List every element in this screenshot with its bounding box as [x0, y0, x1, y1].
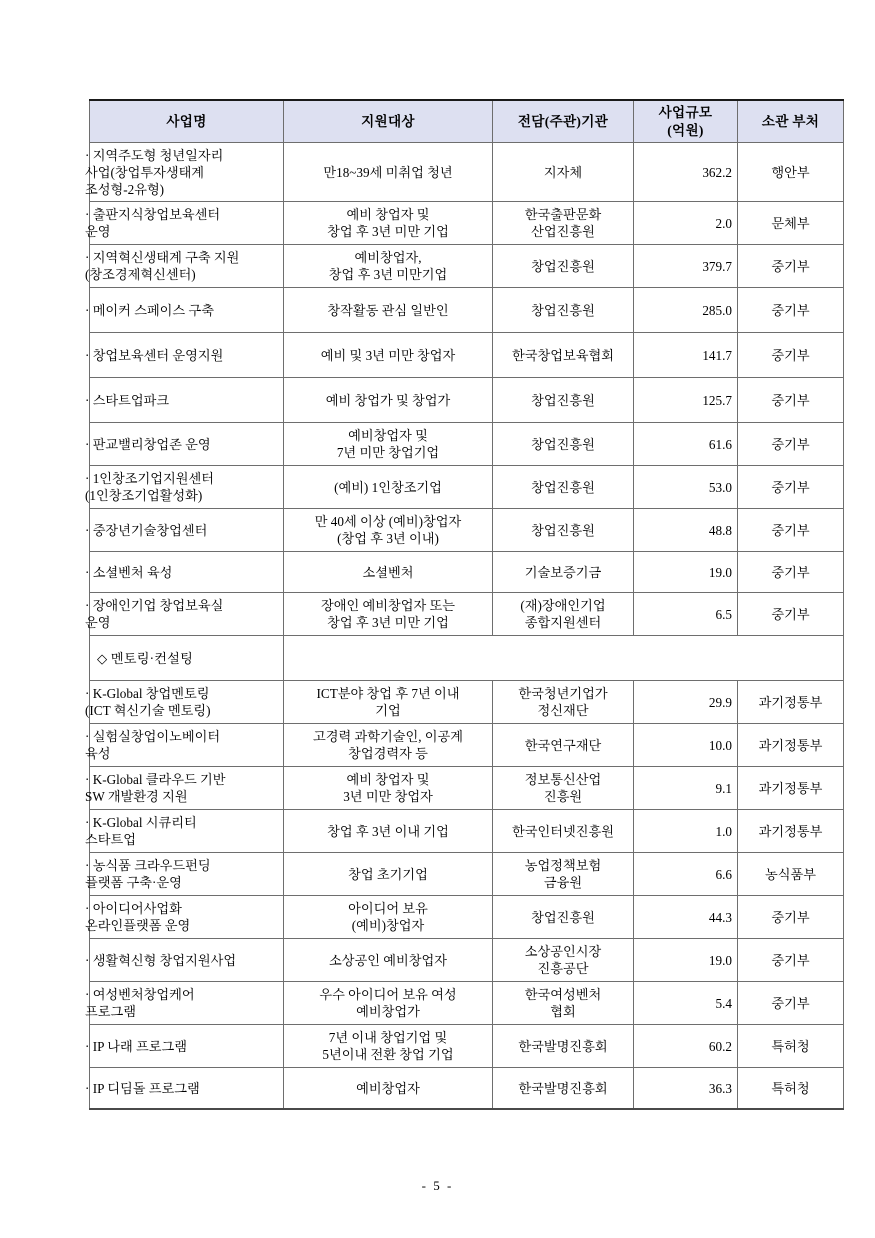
cell-support-target — [284, 509, 493, 552]
program-name-line1: · 1인창조기업지원센터 — [85, 471, 214, 487]
support-target-line1: (예비) 1인창조기업 — [334, 479, 442, 495]
column-header-budget-line1: 사업규모 — [658, 105, 713, 120]
cell-department: 행안부 — [738, 143, 844, 202]
cell-department: 중기부 — [738, 333, 844, 378]
cell-program-name — [85, 593, 284, 636]
program-name-line1: · 출판지식창업보육센터 — [85, 207, 221, 223]
organization-line1: 소상공인시장 — [524, 944, 602, 960]
cell-budget-amount: 362.2 — [634, 143, 738, 202]
cell-program-name — [85, 1025, 284, 1068]
table-row — [90, 333, 844, 378]
cell-department: 중기부 — [738, 378, 844, 423]
table-row — [90, 378, 844, 423]
organization-line1: (재)장애인기업 — [520, 598, 606, 614]
support-target-line2: (예비)창업자 — [351, 918, 425, 934]
support-target-line1: 예비 및 3년 미만 창업자 — [320, 347, 456, 363]
table-row — [90, 767, 844, 810]
cell-support-target — [284, 378, 493, 423]
organization-line1: 한국발명진흥회 — [518, 1038, 608, 1054]
cell-organization — [493, 1068, 634, 1110]
cell-organization — [493, 724, 634, 767]
program-name-line2: 플랫폼 구축·운영 — [85, 875, 182, 891]
organization-line1: 한국연구재단 — [524, 737, 602, 753]
organization-line1: 창업진흥원 — [531, 258, 595, 274]
cell-program-name — [85, 202, 284, 245]
support-target-line2: 3년 미만 창업자 — [343, 789, 433, 805]
support-target-line2: 창업 후 3년 미만기업 — [328, 267, 448, 283]
support-target-line2: 5년이내 전환 창업 기업 — [322, 1047, 454, 1063]
cell-program-name — [85, 767, 284, 810]
cell-support-target — [284, 767, 493, 810]
section-heading-label: ◇ 멘토링·컨설팅 — [90, 636, 284, 681]
cell-department: 중기부 — [738, 896, 844, 939]
support-target-line1: 7년 이내 창업기업 및 — [328, 1030, 448, 1046]
program-name-line2: 스타트업 — [85, 832, 136, 848]
page-number-footer: - 5 - — [421, 1178, 454, 1193]
organization-line1: 농업정책보험 — [524, 858, 602, 874]
program-name-line3: 조성형-2유형) — [85, 181, 165, 197]
cell-program-name — [85, 939, 284, 982]
cell-program-name — [85, 245, 284, 288]
organization-line1: 지자체 — [543, 164, 583, 180]
organization-line1: 창업진흥원 — [531, 479, 595, 495]
table-body — [85, 143, 844, 1110]
cell-support-target — [284, 681, 493, 724]
program-name-line1: · 장애인기업 창업보육실 — [85, 598, 224, 614]
cell-department: 중기부 — [738, 245, 844, 288]
column-header-budget-line2: (억원) — [667, 122, 704, 138]
cell-support-target — [284, 1068, 493, 1110]
program-name-line1: · 메이커 스페이스 구축 — [85, 302, 214, 318]
program-name-line2: (ICT 혁신기술 멘토링) — [85, 703, 211, 719]
cell-program-name — [85, 423, 284, 466]
cell-organization — [493, 333, 634, 378]
cell-department: 농식품부 — [738, 853, 844, 896]
organization-line1: 한국출판문화 — [524, 207, 602, 223]
cell-support-target — [284, 939, 493, 982]
table-row — [90, 1068, 844, 1110]
cell-program-name — [85, 982, 284, 1025]
program-name-line1: · 지역주도형 청년일자리 — [85, 147, 224, 163]
table-row — [90, 681, 844, 724]
program-name-line2: 사업(창업투자생태계 — [85, 164, 205, 180]
table-row — [90, 288, 844, 333]
cell-program-name — [85, 724, 284, 767]
cell-budget-amount: 19.0 — [634, 552, 738, 593]
organization-line1: 정보통신산업 — [524, 772, 602, 788]
cell-organization — [493, 982, 634, 1025]
organization-line1: 한국청년기업가 — [518, 686, 608, 702]
support-programs-table — [85, 99, 844, 1110]
support-target-line1: 예비창업자, — [354, 250, 422, 266]
program-name-line1: · 중장년기술창업센터 — [85, 522, 208, 538]
table-row — [90, 593, 844, 636]
support-target-line1: 예비창업자 — [356, 1080, 420, 1096]
cell-program-name — [85, 333, 284, 378]
organization-line2: 산업진흥원 — [531, 224, 595, 240]
cell-organization — [493, 466, 634, 509]
cell-organization — [493, 939, 634, 982]
table-row — [90, 810, 844, 853]
support-target-line2: 창업경력자 등 — [348, 746, 428, 762]
program-name-line2: 운영 — [85, 615, 111, 631]
support-target-line1: 아이디어 보유 — [348, 901, 428, 917]
cell-organization — [493, 143, 634, 202]
cell-organization — [493, 509, 634, 552]
program-name-line1: · 지역혁신생태계 구축 지원 — [85, 250, 240, 266]
support-target-line2: 기업 — [375, 703, 401, 719]
cell-budget-amount: 60.2 — [634, 1025, 738, 1068]
cell-department: 과기정통부 — [738, 724, 844, 767]
table-row — [90, 202, 844, 245]
table-row — [90, 143, 844, 202]
cell-support-target — [284, 552, 493, 593]
section-heading-empty-cell — [284, 636, 844, 681]
support-target-line1: 소상공인 예비창업자 — [329, 952, 447, 968]
support-target-line2: 예비창업가 — [356, 1004, 420, 1020]
cell-organization — [493, 378, 634, 423]
cell-support-target — [284, 1025, 493, 1068]
organization-line1: 기술보증기금 — [524, 564, 602, 580]
cell-organization — [493, 896, 634, 939]
program-name-line1: · 소셜벤처 육성 — [85, 564, 173, 580]
table-row — [90, 509, 844, 552]
support-programs-table-container — [85, 99, 823, 1110]
cell-budget-amount: 379.7 — [634, 245, 738, 288]
cell-department: 중기부 — [738, 552, 844, 593]
cell-budget-amount: 44.3 — [634, 896, 738, 939]
cell-program-name — [85, 853, 284, 896]
program-name-line1: · 농식품 크라우드펀딩 — [85, 858, 211, 874]
organization-line1: 창업진흥원 — [531, 909, 595, 925]
cell-support-target — [284, 423, 493, 466]
column-header-budget — [634, 100, 738, 143]
column-header-support-target: 지원대상 — [284, 100, 493, 143]
cell-budget-amount: 2.0 — [634, 202, 738, 245]
cell-budget-amount: 1.0 — [634, 810, 738, 853]
table-row — [90, 982, 844, 1025]
cell-support-target — [284, 288, 493, 333]
cell-department: 중기부 — [738, 288, 844, 333]
cell-program-name — [85, 1068, 284, 1110]
support-target-line2: 창업 후 3년 미만 기업 — [327, 615, 449, 631]
cell-budget-amount: 29.9 — [634, 681, 738, 724]
column-header-program-name: 사업명 — [90, 100, 284, 143]
cell-support-target — [284, 202, 493, 245]
cell-program-name — [85, 681, 284, 724]
cell-organization — [493, 288, 634, 333]
program-name-line1: · IP 디딤돌 프로그램 — [85, 1080, 200, 1096]
program-name-line1: · K-Global 시큐리티 — [85, 815, 197, 831]
cell-support-target — [284, 593, 493, 636]
cell-budget-amount: 6.6 — [634, 853, 738, 896]
cell-program-name — [85, 810, 284, 853]
cell-budget-amount: 5.4 — [634, 982, 738, 1025]
cell-program-name — [85, 288, 284, 333]
cell-organization — [493, 593, 634, 636]
cell-budget-amount: 141.7 — [634, 333, 738, 378]
support-target-line1: 소셜벤처 — [362, 564, 414, 580]
cell-budget-amount: 9.1 — [634, 767, 738, 810]
cell-support-target — [284, 466, 493, 509]
cell-department: 문체부 — [738, 202, 844, 245]
cell-support-target — [284, 982, 493, 1025]
support-target-line1: 창업 후 3년 이내 기업 — [327, 823, 449, 839]
organization-line1: 창업진흥원 — [531, 302, 595, 318]
program-name-line2: 온라인플랫폼 운영 — [85, 918, 191, 934]
organization-line1: 창업진흥원 — [531, 436, 595, 452]
cell-organization — [493, 1025, 634, 1068]
cell-department: 과기정통부 — [738, 810, 844, 853]
program-name-line1: · 판교밸리창업존 운영 — [85, 436, 211, 452]
table-row — [90, 853, 844, 896]
cell-budget-amount: 285.0 — [634, 288, 738, 333]
program-name-line1: · K-Global 창업멘토링 — [85, 686, 210, 702]
support-target-line2: 창업 후 3년 미만 기업 — [327, 224, 449, 240]
cell-budget-amount: 36.3 — [634, 1068, 738, 1110]
table-row — [90, 1025, 844, 1068]
cell-support-target — [284, 810, 493, 853]
support-target-line1: 예비 창업자 및 — [346, 207, 430, 223]
cell-support-target — [284, 245, 493, 288]
program-name-line1: · 여성벤처창업케어 — [85, 987, 195, 1003]
cell-support-target — [284, 333, 493, 378]
support-target-line2: (창업 후 3년 이내) — [337, 531, 439, 547]
organization-line2: 협회 — [550, 1004, 576, 1020]
cell-department: 과기정통부 — [738, 681, 844, 724]
cell-budget-amount: 6.5 — [634, 593, 738, 636]
cell-department: 중기부 — [738, 982, 844, 1025]
column-header-department: 소관 부처 — [738, 100, 844, 143]
cell-support-target — [284, 724, 493, 767]
cell-organization — [493, 853, 634, 896]
cell-department: 중기부 — [738, 593, 844, 636]
organization-line2: 진흥원 — [543, 789, 583, 805]
program-name-line2: 운영 — [85, 224, 111, 240]
support-target-line1: 창작활동 관심 일반인 — [327, 302, 449, 318]
program-name-line2: SW 개발환경 지원 — [85, 789, 188, 805]
support-target-line1: 예비 창업자 및 — [346, 772, 430, 788]
cell-budget-amount: 19.0 — [634, 939, 738, 982]
cell-budget-amount: 125.7 — [634, 378, 738, 423]
cell-program-name — [85, 552, 284, 593]
cell-support-target — [284, 896, 493, 939]
organization-line2: 정신재단 — [537, 703, 589, 719]
support-target-line1: 만 40세 이상 (예비)창업자 — [314, 514, 462, 530]
program-name-line2: (1인창조기업활성화) — [85, 488, 203, 504]
support-target-line1: 장애인 예비창업자 또는 — [321, 598, 455, 614]
support-target-line2: 7년 미만 창업기업 — [336, 445, 440, 461]
cell-program-name — [85, 378, 284, 423]
table-row — [90, 939, 844, 982]
program-name-line2: 프로그램 — [85, 1004, 136, 1020]
organization-line2: 진흥공단 — [537, 961, 589, 977]
cell-department: 특허청 — [738, 1068, 844, 1110]
organization-line1: 한국발명진흥회 — [518, 1080, 608, 1096]
organization-line2: 금융원 — [543, 875, 583, 891]
table-row — [90, 552, 844, 593]
cell-program-name — [85, 896, 284, 939]
program-name-line1: · 창업보육센터 운영지원 — [85, 347, 224, 363]
organization-line1: 한국인터넷진흥원 — [512, 823, 614, 839]
cell-department: 중기부 — [738, 939, 844, 982]
table-row — [90, 245, 844, 288]
cell-department: 특허청 — [738, 1025, 844, 1068]
cell-organization — [493, 245, 634, 288]
cell-organization — [493, 552, 634, 593]
column-header-organization: 전담(주관)기관 — [493, 100, 634, 143]
cell-organization — [493, 423, 634, 466]
cell-program-name — [85, 143, 284, 202]
table-row — [90, 466, 844, 509]
table-row — [90, 896, 844, 939]
support-target-line1: 예비창업자 및 — [348, 428, 428, 444]
table-section-row — [90, 636, 844, 681]
cell-budget-amount: 48.8 — [634, 509, 738, 552]
support-target-line1: 우수 아이디어 보유 여성 — [319, 987, 457, 1003]
cell-organization — [493, 810, 634, 853]
organization-line1: 창업진흥원 — [531, 522, 595, 538]
cell-support-target — [284, 853, 493, 896]
cell-department: 과기정통부 — [738, 767, 844, 810]
program-name-line1: · 아이디어사업화 — [85, 901, 182, 917]
cell-program-name — [85, 466, 284, 509]
cell-budget-amount: 10.0 — [634, 724, 738, 767]
program-name-line1: · 스타트업파크 — [85, 392, 170, 408]
support-target-line1: 만18~39세 미취업 청년 — [323, 164, 453, 180]
table-header — [90, 100, 844, 143]
cell-program-name — [85, 509, 284, 552]
cell-department: 중기부 — [738, 509, 844, 552]
organization-line2: 종합지원센터 — [524, 615, 602, 631]
cell-budget-amount: 53.0 — [634, 466, 738, 509]
cell-department: 중기부 — [738, 423, 844, 466]
table-row — [90, 724, 844, 767]
cell-support-target — [284, 143, 493, 202]
cell-organization — [493, 681, 634, 724]
organization-line1: 한국여성벤처 — [524, 987, 602, 1003]
support-target-line1: 고경력 과학기술인, 이공계 — [312, 729, 464, 745]
table-header-row — [90, 100, 844, 143]
support-target-line1: 창업 초기기업 — [348, 866, 428, 882]
organization-line1: 창업진흥원 — [531, 392, 595, 408]
table-row — [90, 423, 844, 466]
organization-line1: 한국창업보육협회 — [512, 347, 614, 363]
cell-budget-amount: 61.6 — [634, 423, 738, 466]
program-name-line2: 육성 — [85, 746, 111, 762]
program-name-line1: · 실험실창업이노베이터 — [85, 729, 221, 745]
program-name-line2: (창조경제혁신센터) — [85, 267, 196, 283]
cell-organization — [493, 202, 634, 245]
support-target-line1: ICT분야 창업 후 7년 이내 — [316, 686, 460, 702]
program-name-line1: · 생활혁신형 창업지원사업 — [85, 952, 237, 968]
program-name-line1: · K-Global 클라우드 기반 — [85, 772, 226, 788]
cell-organization — [493, 767, 634, 810]
cell-department: 중기부 — [738, 466, 844, 509]
program-name-line1: · IP 나래 프로그램 — [85, 1038, 187, 1054]
support-target-line1: 예비 창업가 및 창업가 — [325, 392, 451, 408]
